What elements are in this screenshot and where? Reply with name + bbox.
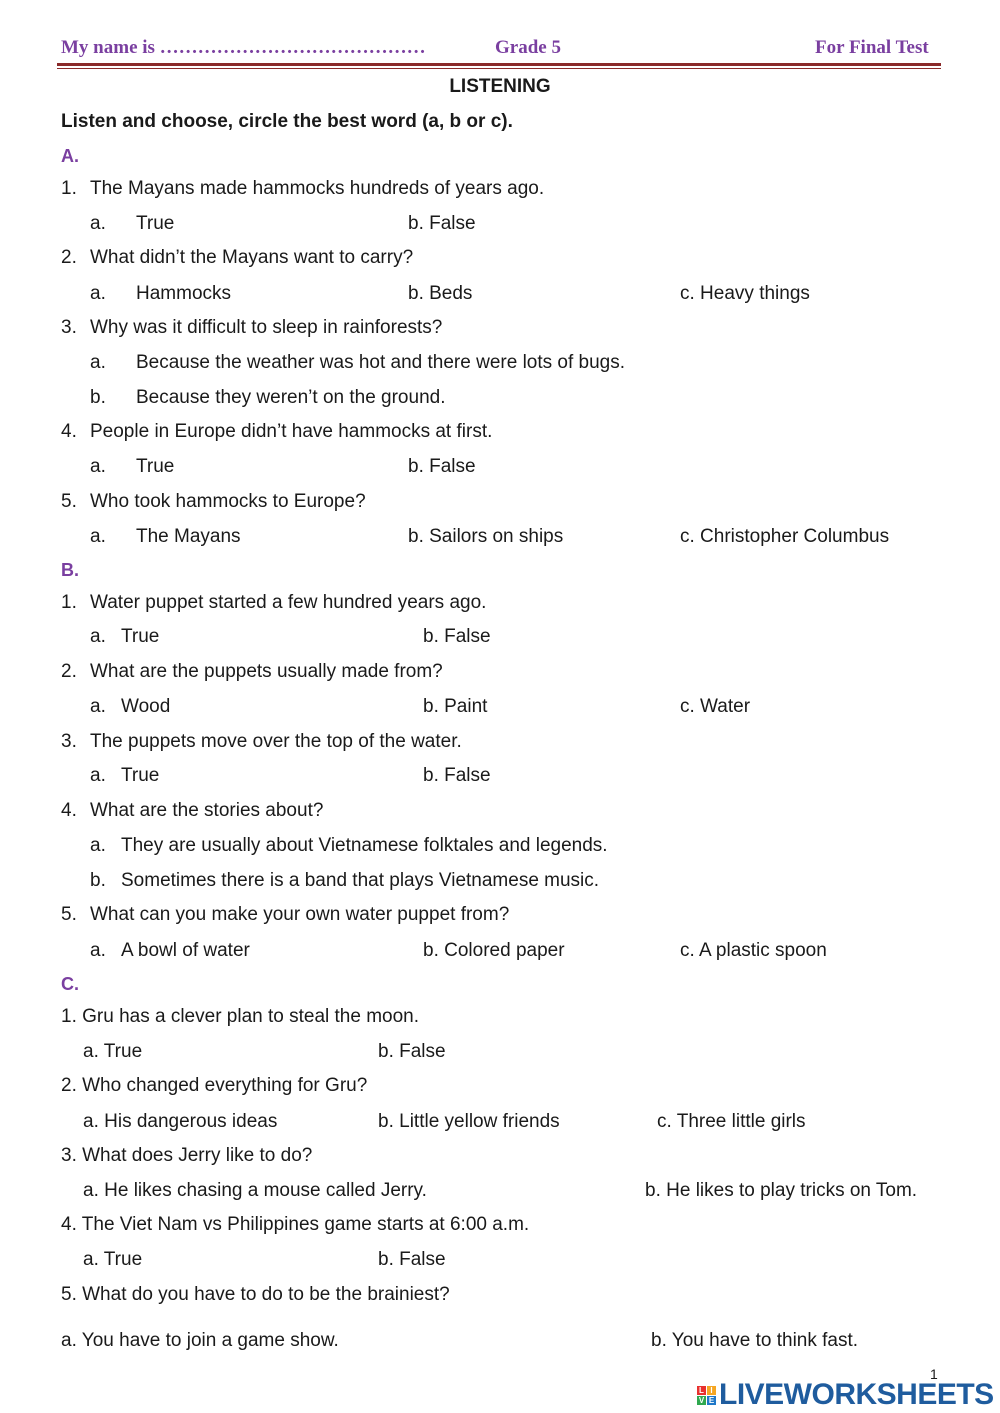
- option-letter: a.: [90, 213, 106, 234]
- option-letter: a.: [90, 765, 106, 786]
- option-b[interactable]: b. Beds: [408, 283, 473, 304]
- option-b[interactable]: b. You have to think fast.: [651, 1330, 859, 1351]
- logo-tile: V: [698, 1395, 705, 1405]
- option-a[interactable]: True: [136, 213, 175, 234]
- option-b[interactable]: b. False: [408, 456, 476, 477]
- question-number: 2.: [61, 661, 77, 682]
- logo-tile: E: [708, 1395, 715, 1405]
- option-b[interactable]: b. He likes to play tricks on Tom.: [645, 1180, 918, 1201]
- option-b[interactable]: b. False: [378, 1041, 446, 1062]
- section-label-c: C.: [61, 974, 79, 994]
- logo-tile: L: [697, 1386, 706, 1395]
- question-text: What are the stories about?: [90, 800, 324, 821]
- option-a[interactable]: True: [136, 456, 175, 477]
- instruction: Listen and choose, circle the best word (a, b or c).: [61, 111, 513, 132]
- logo-tile: I: [707, 1386, 716, 1395]
- option-b[interactable]: Because they weren’t on the ground.: [136, 387, 446, 408]
- option-c[interactable]: c. Heavy things: [680, 283, 810, 304]
- option-letter: b.: [90, 870, 106, 891]
- question-number: 1.: [61, 592, 77, 613]
- option-letter: a.: [90, 352, 106, 373]
- page-title: LISTENING: [449, 76, 551, 97]
- question-number: 4.: [61, 421, 77, 442]
- option-b[interactable]: b. False: [423, 626, 491, 647]
- question-text: What can you make your own water puppet from?: [90, 904, 510, 925]
- grade-label: Grade 5: [495, 37, 561, 58]
- option-c[interactable]: c. Christopher Columbus: [680, 526, 890, 547]
- option-c[interactable]: c. Water: [680, 696, 751, 717]
- option-b[interactable]: b. Paint: [423, 696, 488, 717]
- option-letter: a.: [90, 283, 106, 304]
- option-b[interactable]: b. False: [378, 1249, 446, 1270]
- option-letter: a.: [90, 696, 106, 717]
- question-text: What are the puppets usually made from?: [90, 661, 443, 682]
- option-a[interactable]: Because the weather was hot and there were lots of bugs.: [136, 352, 626, 373]
- question-text: The Mayans made hammocks hundreds of years ago.: [90, 178, 545, 199]
- question-text: What didn’t the Mayans want to carry?: [90, 247, 414, 268]
- section-label-b: B.: [61, 560, 79, 580]
- option-c[interactable]: c. Three little girls: [657, 1111, 806, 1132]
- question-number: 3.: [61, 317, 77, 338]
- option-a[interactable]: Hammocks: [136, 283, 232, 304]
- question-text: Why was it difficult to sleep in rainforests?: [90, 317, 443, 338]
- logo-text: LIVEWORKSHEETS: [719, 1378, 994, 1411]
- option-b[interactable]: b. Colored paper: [423, 940, 565, 961]
- option-a[interactable]: A bowl of water: [121, 940, 250, 961]
- option-letter: a.: [90, 940, 106, 961]
- option-letter: a.: [90, 835, 106, 856]
- question-number: 2.: [61, 247, 77, 268]
- option-b[interactable]: b. False: [423, 765, 491, 786]
- option-a[interactable]: Wood: [121, 696, 171, 717]
- question-number: 1.: [61, 178, 77, 199]
- option-letter: a.: [90, 626, 106, 647]
- question-number: 4.: [61, 800, 77, 821]
- question-text: Who took hammocks to Europe?: [90, 491, 366, 512]
- question-text: 1. Gru has a clever plan to steal the moon.: [61, 1006, 420, 1027]
- logo-mark-icon: [697, 1386, 716, 1405]
- question-text: 3. What does Jerry like to do?: [61, 1145, 313, 1166]
- option-letter: b.: [90, 387, 106, 408]
- question-text: Water puppet started a few hundred years ago.: [90, 592, 487, 613]
- header-rule-thin: [57, 68, 941, 69]
- question-text: People in Europe didn’t have hammocks at first.: [90, 421, 493, 442]
- option-a[interactable]: a. You have to join a game show.: [61, 1330, 339, 1351]
- option-b[interactable]: Sometimes there is a band that plays Vietnamese music.: [121, 870, 600, 891]
- question-number: 3.: [61, 731, 77, 752]
- option-b[interactable]: b. False: [408, 213, 476, 234]
- liveworksheets-logo[interactable]: [697, 1378, 994, 1412]
- question-text: 4. The Viet Nam vs Philippines game starts at 6:00 a.m.: [61, 1214, 530, 1235]
- option-letter: a.: [90, 526, 106, 547]
- question-text: 2. Who changed everything for Gru?: [61, 1075, 368, 1096]
- option-a[interactable]: They are usually about Vietnamese folktales and legends.: [121, 835, 608, 856]
- option-a[interactable]: a. True: [83, 1249, 143, 1270]
- page-number: 1: [930, 1366, 938, 1382]
- section-label-a: A.: [61, 146, 79, 166]
- name-field-label: My name is ……………………………………: [61, 37, 426, 58]
- question-number: 5.: [61, 491, 77, 512]
- option-a[interactable]: True: [121, 626, 160, 647]
- option-a[interactable]: The Mayans: [136, 526, 241, 547]
- option-b[interactable]: b. Sailors on ships: [408, 526, 564, 547]
- header-rule: [57, 63, 941, 66]
- question-text: The puppets move over the top of the water.: [90, 731, 462, 752]
- question-text: 5. What do you have to do to be the brainiest?: [61, 1284, 450, 1305]
- test-label: For Final Test: [815, 37, 929, 58]
- option-letter: a.: [90, 456, 106, 477]
- option-a[interactable]: a. His dangerous ideas: [83, 1111, 278, 1132]
- question-number: 5.: [61, 904, 77, 925]
- option-c[interactable]: c. A plastic spoon: [680, 940, 827, 961]
- option-a[interactable]: True: [121, 765, 160, 786]
- option-a[interactable]: a. True: [83, 1041, 143, 1062]
- option-b[interactable]: b. Little yellow friends: [378, 1111, 560, 1132]
- option-a[interactable]: a. He likes chasing a mouse called Jerry.: [83, 1180, 427, 1201]
